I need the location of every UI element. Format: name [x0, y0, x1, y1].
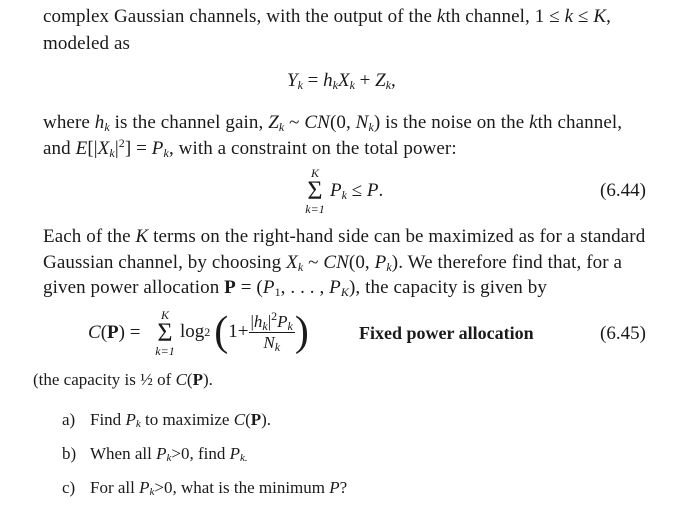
equation-number-6-45: (6.45) [600, 323, 646, 344]
paragraph-3-line-1: Each of the K terms on the right-hand side can be maximized as for a standard [43, 226, 646, 247]
paragraph-2-line-1: where $h_k$ is the channel gain, $Z_k$ ~ CN(0, $N_k$) is the noise on the kth channel, [43, 112, 623, 134]
channel-equation: $Y_k = h_kX_k + Z_k$, [287, 70, 396, 92]
capacity-sum-symbol: K Σ k=1 [155, 308, 175, 358]
paragraph-1-line-1: complex Gaussian channels, with the output of the kth channel, 1 ≤ k ≤ K, [43, 6, 611, 27]
capacity-lhs: C(P) = [88, 322, 141, 343]
snr-fraction: $\frac{|h_k|^2P_k}{N_k}$ [250, 308, 293, 354]
power-constraint-equation: $P_k \le P$. [330, 180, 384, 202]
paragraph-1-line-2: modeled as [43, 33, 131, 54]
paragraph-2-line-2: and $E[|X_k|^2] = P_k$, with a constraint on the total power: [43, 136, 457, 160]
paragraph-3-line-3: given power allocation $P = (P_1$, . . . , $P_K$), the capacity is given by [43, 277, 547, 299]
question-b: b) When all Pk>0, find Pk. [62, 444, 248, 464]
capacity-log-term: log 2 ( 1+ $\frac{|h_k|^2P_k}{N_k}$ ) [180, 308, 309, 355]
equation-number-6-44: (6.44) [600, 180, 646, 201]
paragraph-3-line-2: Gaussian channel, by choosing $X_k$ ~ CN(0, $P_k$). We therefore find that, for a [43, 252, 623, 274]
question-c: c) For all Pk>0, what is the minimum P? [62, 478, 348, 498]
sum-symbol: K Σ k=1 [305, 166, 325, 216]
fixed-power-allocation-label: Fixed power allocation [359, 323, 534, 343]
capacity-note: (the capacity is ½ of C(P). [33, 370, 213, 389]
question-a: a) Find Pk to maximize C(P). [62, 410, 272, 430]
